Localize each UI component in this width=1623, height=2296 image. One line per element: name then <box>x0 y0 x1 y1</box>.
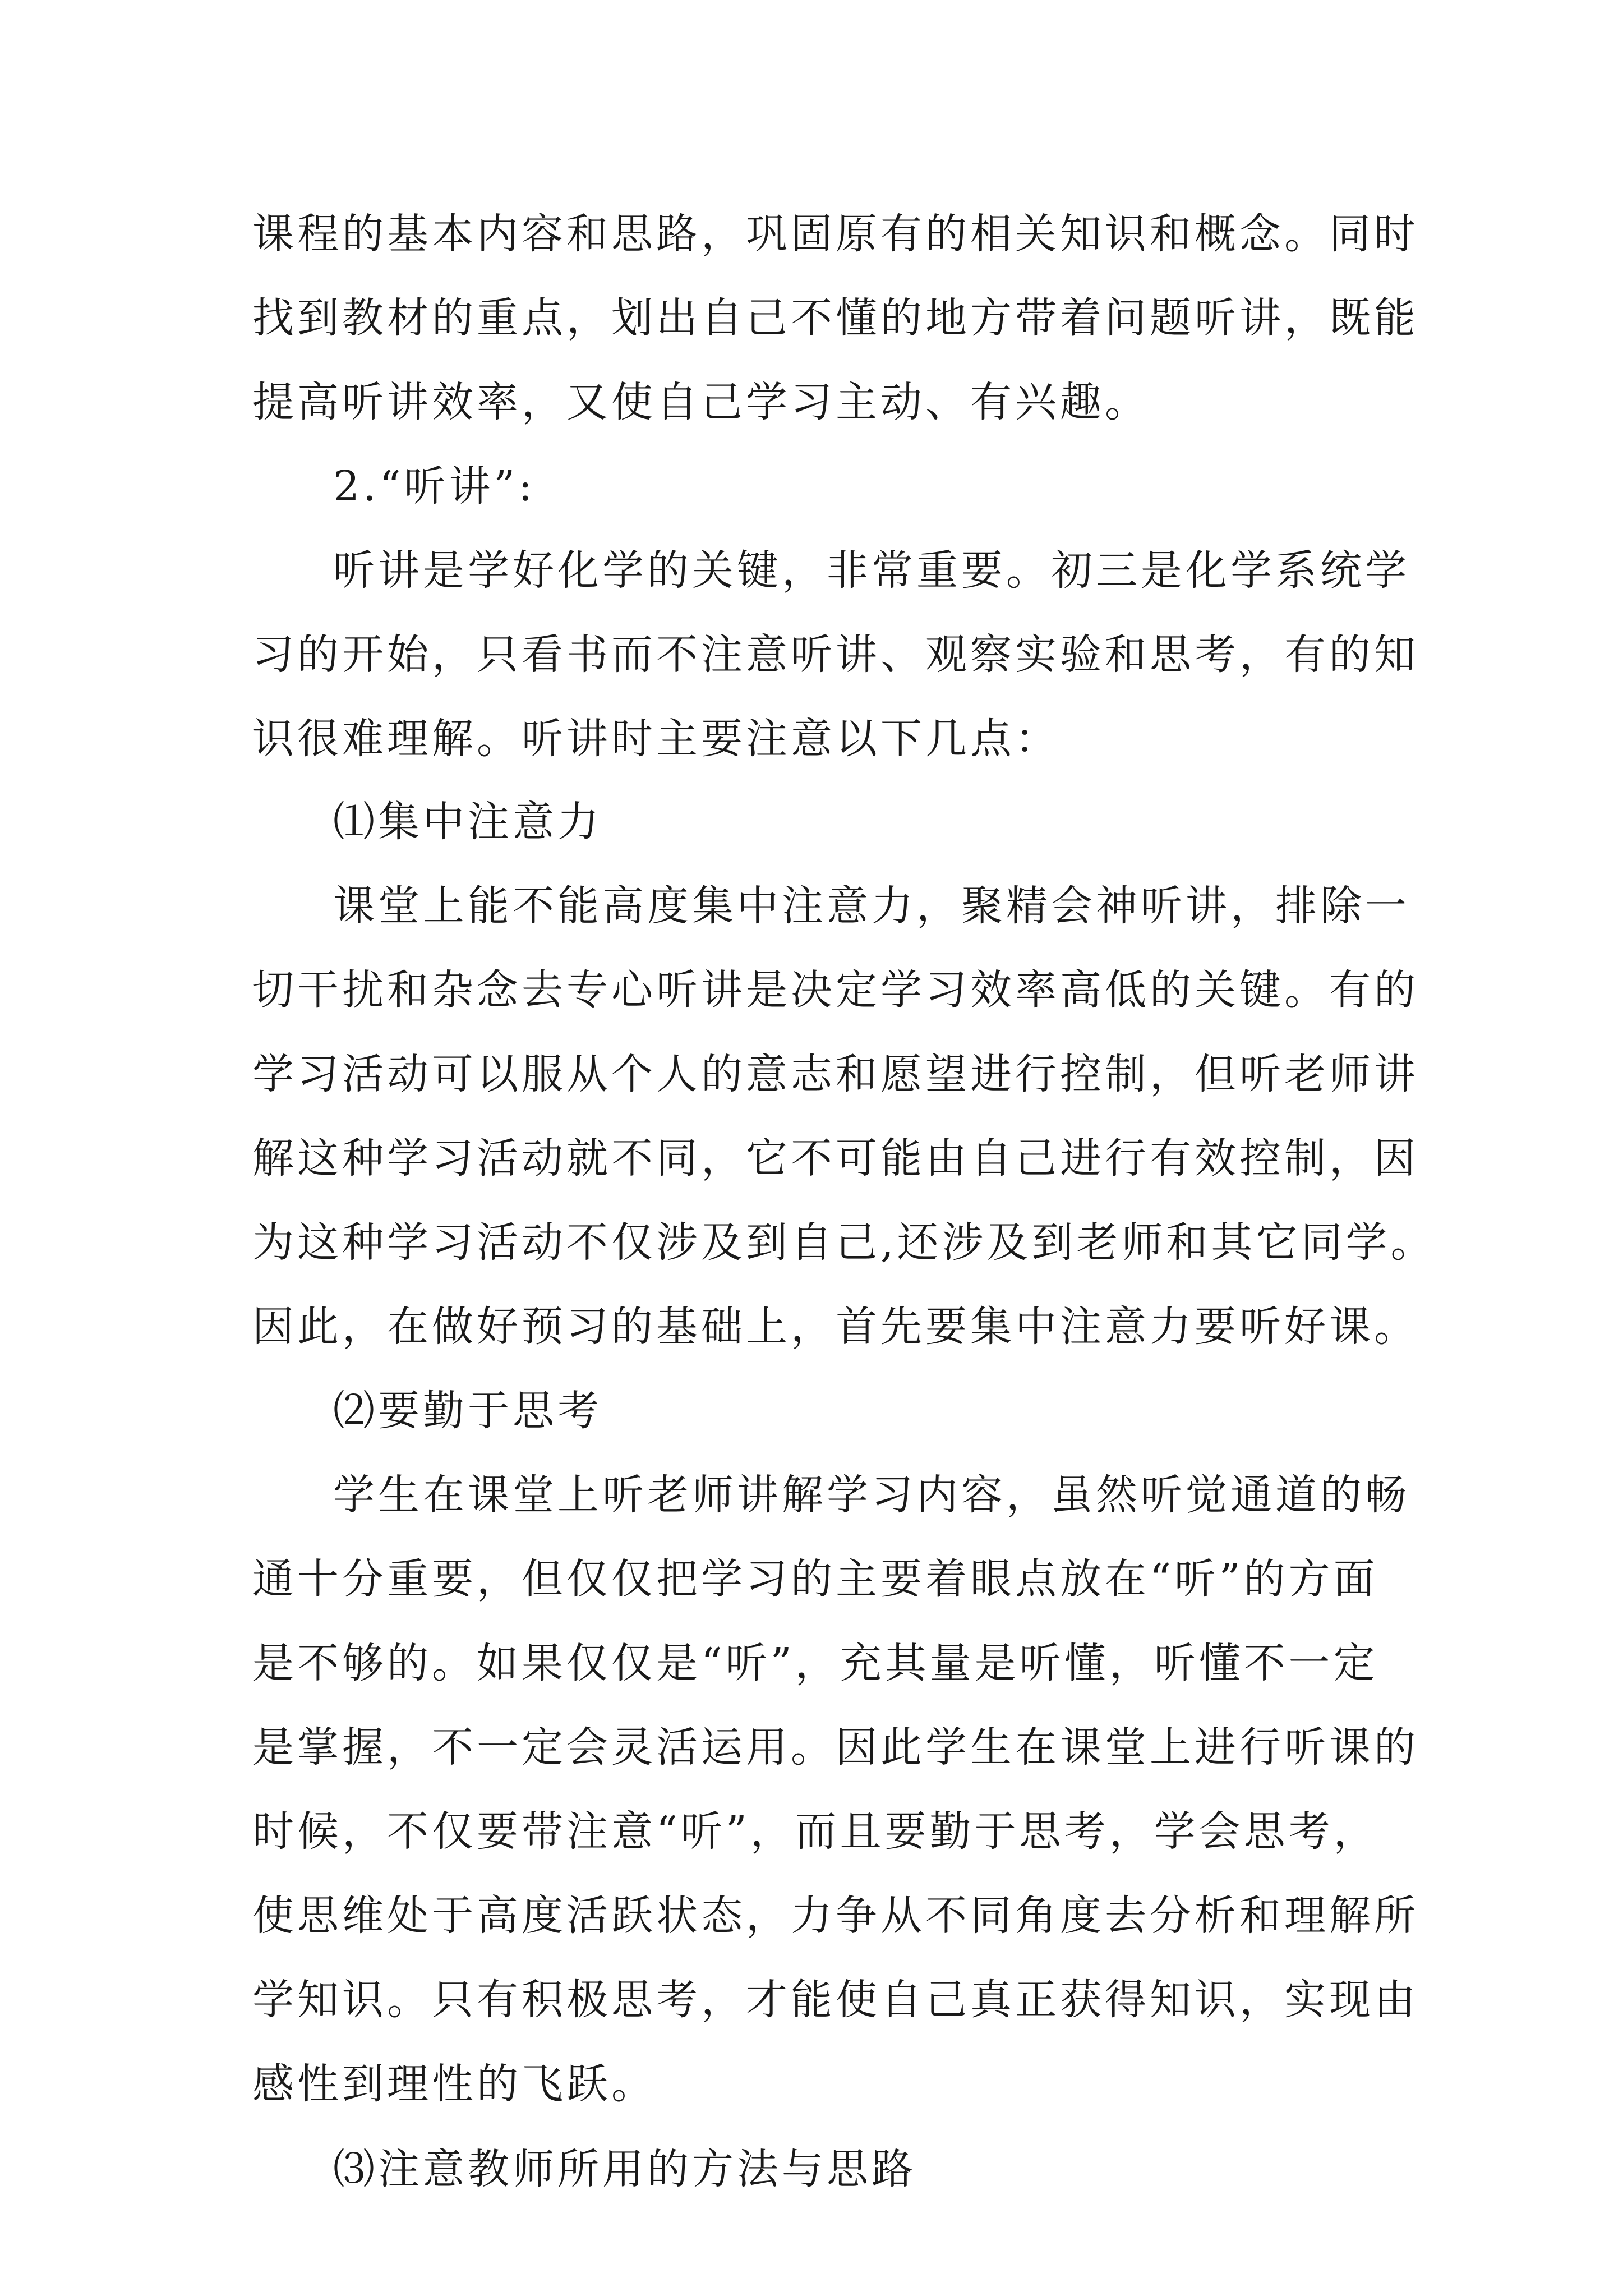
subheading: ⑶注意教师所用的方法与思路 <box>333 2145 916 2193</box>
subheading: ⑵要勤于思考 <box>333 1387 602 1435</box>
section-heading: 2.“听讲”: <box>333 462 536 510</box>
text-line: 学知识。只有积极思考，才能使自己真正获得知识，实现由 <box>252 1976 1419 2024</box>
text-line: 识很难理解。听讲时主要注意以下几点： <box>252 715 1060 763</box>
text-line: 是不够的。如果仅仅是“听”，充其量是听懂，听懂不一定 <box>252 1639 1378 1687</box>
text-line: 提高听讲效率，又使自己学习主动、有兴趣。 <box>252 378 1150 426</box>
text-line: 感性到理性的飞跃。 <box>252 2060 656 2108</box>
subheading: ⑴集中注意力 <box>333 798 602 846</box>
text-line: 找到教材的重点，划出自己不懂的地方带着问题听讲，既能 <box>252 294 1419 342</box>
text-line: 听讲是学好化学的关键，非常重要。初三是化学系统学 <box>333 546 1410 595</box>
text-line: 使思维处于高度活跃状态，力争从不同角度去分析和理解所 <box>252 1892 1419 1940</box>
text-line: 是掌握，不一定会灵活运用。因此学生在课堂上进行听课的 <box>252 1723 1419 1772</box>
text-line: 通十分重要，但仅仅把学习的主要着眼点放在“听”的方面 <box>252 1555 1378 1603</box>
text-line: 切干扰和杂念去专心听讲是决定学习效率高低的关键。有的 <box>252 966 1419 1014</box>
text-line: 习的开始，只看书而不注意听讲、观察实验和思考，有的知 <box>252 631 1419 679</box>
text-line: 课堂上能不能高度集中注意力，聚精会神听讲，排除一 <box>333 882 1410 930</box>
text-line: 学生在课堂上听老师讲解学习内容，虽然听觉通道的畅 <box>333 1471 1410 1519</box>
text-line: 学习活动可以服从个人的意志和愿望进行控制，但听老师讲 <box>252 1050 1419 1098</box>
text-line: 因此，在做好预习的基础上，首先要集中注意力要听好课。 <box>252 1303 1419 1351</box>
text-line: 课程的基本内容和思路，巩固原有的相关知识和概念。同时 <box>252 210 1419 258</box>
text-line: 为这种学习活动不仅涉及到自己,还涉及到老师和其它同学。 <box>252 1218 1436 1267</box>
text-line: 解这种学习活动就不同，它不可能由自己进行有效控制，因 <box>252 1134 1419 1182</box>
text-line: 时候，不仅要带注意“听”，而且要勤于思考，学会思考， <box>252 1807 1378 1856</box>
